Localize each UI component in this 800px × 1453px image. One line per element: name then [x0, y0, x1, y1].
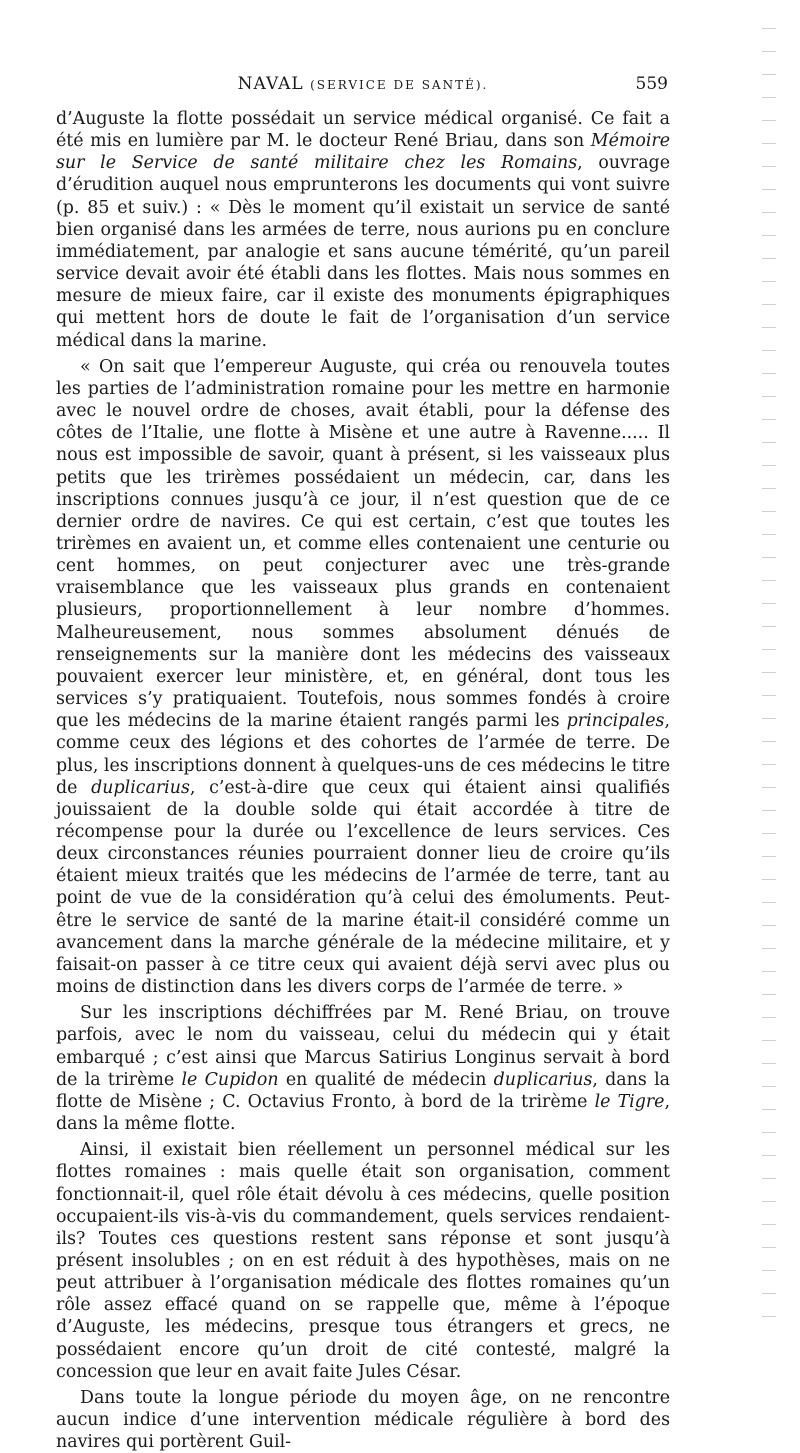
- running-head: [58, 74, 668, 94]
- text-run: Dans toute la longue période du moyen âge, on ne rencontre aucun indice d’une intervention médicale régulière à bord des navires qui portèrent Guil-: [56, 1387, 670, 1453]
- text-run: « On sait que l’empereur Auguste, qui créa ou renouvela toutes les parties de l’administration romaine pour les mettre en harmonie avec le nouvel ordre de choses, avait établi, pour la défense des côtes de l’Italie, une flotte à Misène et une autre à Ravenne..... Il nous est impossible de savoir, quant à présent, si les vaisseaux plus petits que les trirèmes possédaient un médecin, car, dans les inscriptions connues jusqu’à ce jour, il n’est question que de ce dernier ordre de navires. Ce qui est certain, c’est que toutes les trirèmes en avaient un, et comme elles contenaient une centurie ou cent hommes, on peut conjecturer avec une très-grande vraisemblance que les vaisseaux plus grands en contenaient plusieurs, proportionnellement à leur nombre d’hommes. Malheureusement, nous sommes absolument dénués de renseignements sur la manière dont les médecins des vaisseaux pouvaient exercer leur ministère, et, en général, dont tous les services s’y pratiquaient. Toutefois, nous sommes fondés à croire que les médecins de la marine étaient rangés parmi les: [56, 356, 670, 732]
- italic-text: principales: [566, 711, 665, 732]
- paragraph-p4: [56, 1139, 670, 1383]
- italic-text: duplicarius: [493, 1069, 593, 1090]
- body-text: [56, 108, 670, 1453]
- text-run: Ainsi, il existait bien réellement un personnel médical sur les flottes romaines : mais quelle était son organisation, comment fonctionnait-il, quel rôle était dévolu à ces médecins, quelle position occupaient-ils vis-à-vis du commandement, quels services rendaient-ils? Toutes ces questions restent sans réponse et sont jusqu’à présent insolubles ; on en est réduit à des hypothèses, mais on ne peut attribuer à l’organisation médicale des flottes romaines qu’un rôle assez effacé quand on se rappelle que, même à l’époque d’Auguste, les médecins, presque tous étrangers et grecs, ne possédaient encore qu’un droit de cité contesté, malgré la concession que leur en avait faite Jules César.: [56, 1140, 670, 1382]
- italic-text: le Cupidon: [181, 1069, 279, 1090]
- page-header: [58, 74, 668, 102]
- page-number: 559: [635, 74, 668, 94]
- text-run: , dans la même flotte.: [56, 1091, 671, 1135]
- text-run: en qualité de médecin: [278, 1069, 494, 1090]
- text-run: Sur les inscriptions déchiffrées par M. René Briau, on trouve parfois, avec le nom du vaisseau, celui du médecin qui y était embarqué ; c’est ainsi que Marcus Satirius Longinus servait à bord de la trirème: [56, 1003, 670, 1090]
- running-head-sub: (SERVICE DE SANTÉ).: [310, 78, 489, 92]
- italic-text: le Tigre: [594, 1091, 665, 1112]
- paragraph-p5: [56, 1387, 670, 1453]
- text-run: , dans la flotte de Misène ; C. Octavius Fronto, à bord de la trirème: [56, 1069, 671, 1112]
- text-run: d’Auguste la flotte possédait un service médical organisé. Ce fait a été mis en lumière par M. le docteur René Briau, dans son: [56, 109, 670, 152]
- text-run: , c’est-à-dire que ceux qui étaient ainsi qualifiés jouissaient de la double solde qui était accordée à titre de récompense pour la durée ou l’excellence de leurs services. Ces deux circonstances réunies pourraient donner lieu de croire qu’ils étaient mieux traités que les médecins de l’armée de terre, tant au point de vue de la considération qu’à celui des émoluments. Peut-être le service de santé de la marine était-il considéré comme un avancement dans la marche générale de la médecine militaire, et y faisait-on passer à ce titre ceux qui avaient déjà servi avec plus ou moins de distinction dans les divers corps de l’armée de terre. »: [56, 777, 671, 998]
- italic-text: duplicarius: [91, 777, 190, 798]
- text-run: , comme ceux des légions et des cohortes de l’armée de terre. De plus, les inscriptions donnent à quelques-uns de ces médecins le titre de: [56, 711, 670, 798]
- running-head-main: NAVAL: [237, 74, 304, 94]
- paragraph-p3: [56, 1002, 670, 1135]
- scan-margin-marks: [762, 20, 776, 1320]
- paragraph-p1: [56, 108, 670, 352]
- italic-text: Mémoire sur le Service de santé militaire chez les Romains: [56, 131, 670, 174]
- text-run: , ouvrage d’érudition auquel nous emprunterons les documents qui vont suivre (p. 85 et suiv.) : « Dès le moment qu’il existait un service de santé bien organisé dans les armées de terre, nous aurions pu en conclure immédiatement, par analogie et sans aucune témérité, qu’un pareil service devait avoir été établi dans les flottes. Mais nous sommes en mesure de mieux faire, car il existe des monuments épigraphiques qui mettent hors de doute le fait de l’organisation d’un service médical dans la marine.: [56, 153, 670, 351]
- paragraph-p2: [56, 356, 670, 999]
